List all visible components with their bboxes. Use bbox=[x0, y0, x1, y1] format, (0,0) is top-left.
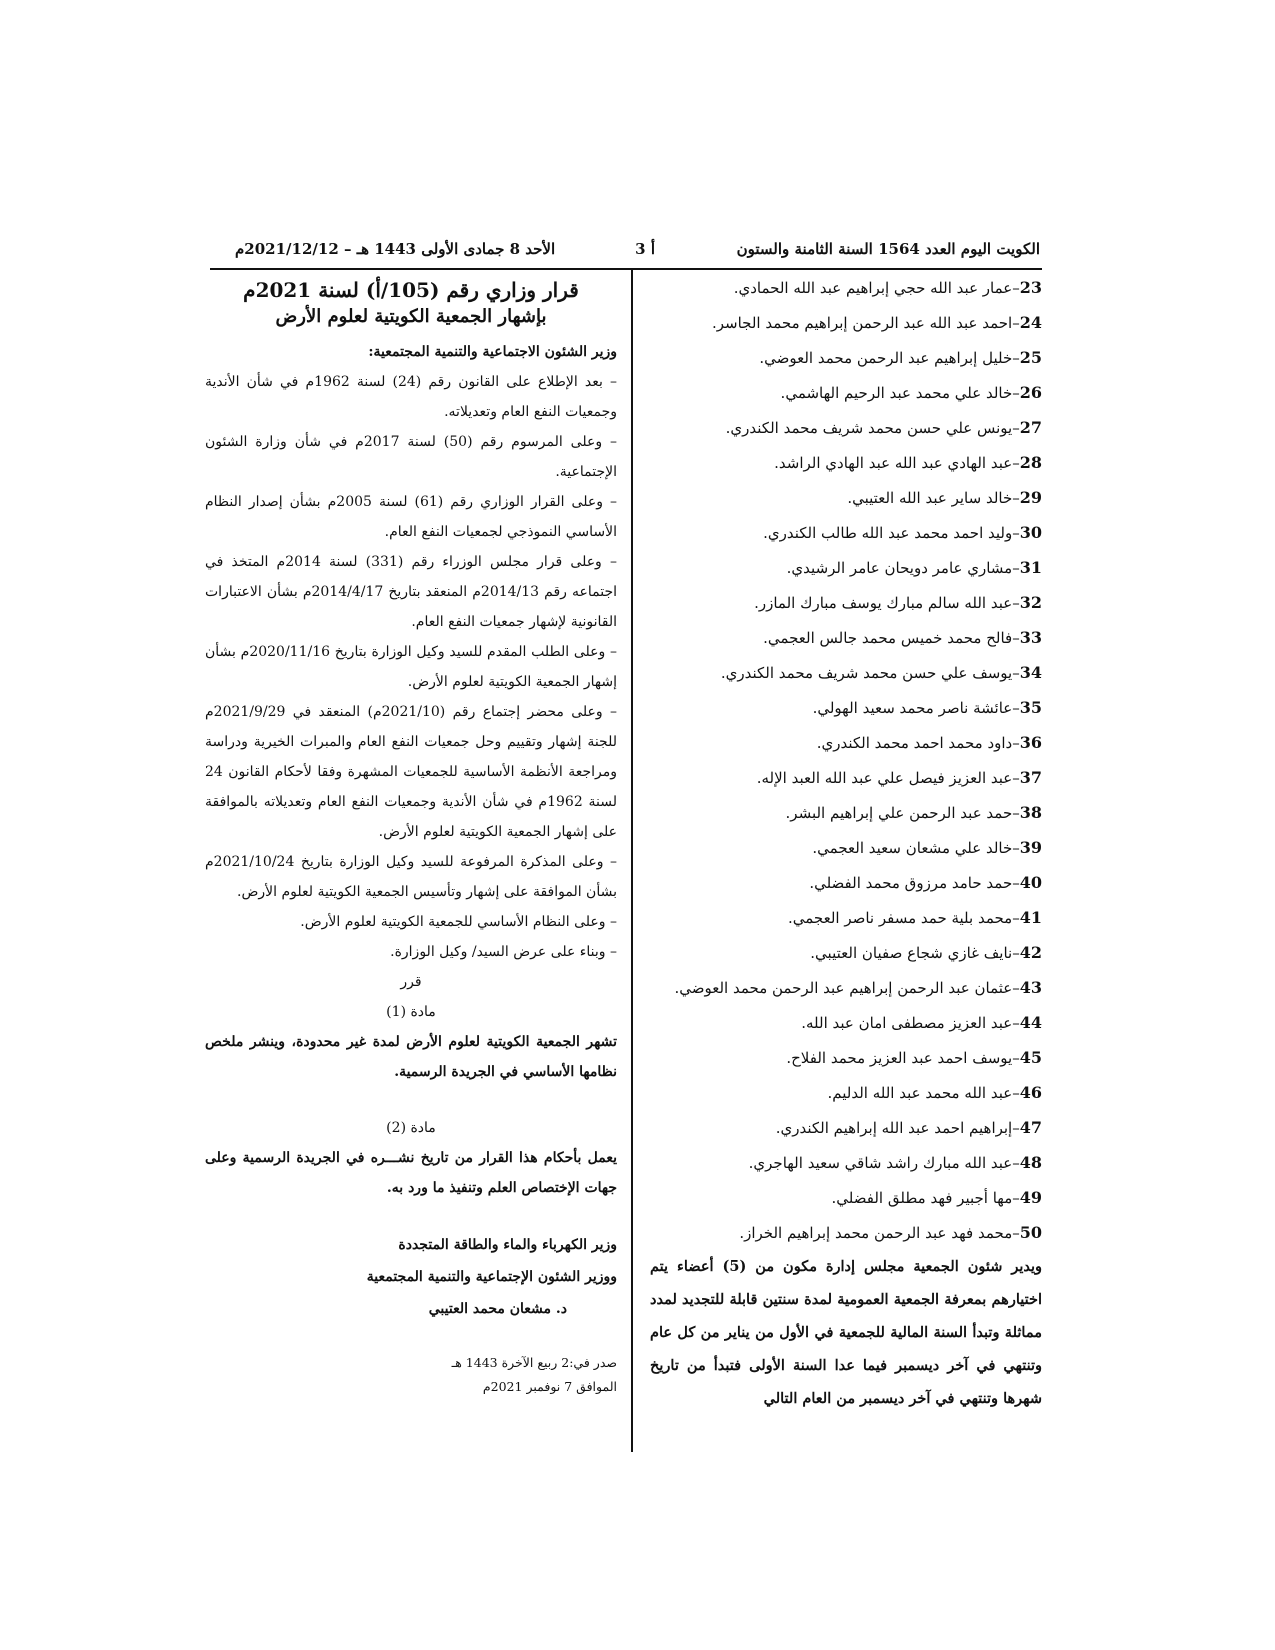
list-item: 29–خالد ساير عبد الله العتيبي. bbox=[847, 488, 1042, 507]
column-divider bbox=[631, 270, 633, 1452]
members-list bbox=[650, 270, 1042, 1250]
list-item: 26–خالد علي محمد عبد الرحيم الهاشمي. bbox=[780, 383, 1042, 402]
list-item: 42–نايف غازي شجاع صفيان العتيبي. bbox=[810, 943, 1042, 962]
header-page-number: أ 3 bbox=[635, 240, 655, 258]
article-2-title: مادة (2) bbox=[386, 1120, 436, 1136]
list-item: 46–عبد الله محمد عبد الله الدليم. bbox=[827, 1083, 1042, 1102]
preamble-item: – وعلى النظام الأساسي للجمعية الكويتية لعلوم الأرض. bbox=[300, 914, 617, 930]
list-item: 28–عبد الهادي عبد الله عبد الهادي الراشد. bbox=[774, 453, 1042, 472]
list-item: 30–وليد احمد محمد عبد الله طالب الكندري. bbox=[763, 523, 1042, 542]
article-2-text: يعمل بأحكام هذا القرار من تاريخ نشـــره في الجريدة الرسمية وعلى جهات الإختصاص العلم وتنفيذ ما ورد به. bbox=[205, 1150, 617, 1196]
signature-name: د. مشعان محمد العتيبي bbox=[428, 1301, 567, 1317]
decided-label: قرر bbox=[400, 974, 422, 990]
list-item: 31–مشاري عامر دويحان عامر الرشيدي. bbox=[786, 558, 1042, 577]
decree-subtitle: بإشهار الجمعية الكويتية لعلوم الأرض bbox=[275, 306, 547, 327]
list-item: 35–عائشة ناصر محمد سعيد الهولي. bbox=[812, 698, 1042, 717]
article-1-title: مادة (1) bbox=[386, 1004, 436, 1020]
preamble-item: – وعلى المرسوم رقم (50) لسنة 2017م في شأن وزارة الشئون الإجتماعية. bbox=[205, 434, 617, 480]
issued-date-hijri: صدر في:2 ربيع الآخرة 1443 هـ bbox=[451, 1355, 617, 1370]
list-item: 47–إبراهيم احمد عبد الله إبراهيم الكندري. bbox=[775, 1118, 1042, 1137]
list-item: 45–يوسف احمد عبد العزيز محمد الفلاح. bbox=[786, 1048, 1042, 1067]
preamble-item: – وعلى الطلب المقدم للسيد وكيل الوزارة بتاريخ 2020/11/16م بشأن إشهار الجمعية الكويتية لعلوم الأرض. bbox=[205, 644, 617, 690]
issued-date-gregorian: الموافق 7 نوفمبر 2021م bbox=[482, 1379, 617, 1394]
preamble-item: – وعلى القرار الوزاري رقم (61) لسنة 2005م بشأن إصدار النظام الأساسي النموذجي لجمعيات النفع العام. bbox=[205, 494, 617, 540]
list-item: 40–حمد حامد مرزوق محمد الفضلي. bbox=[809, 873, 1042, 892]
decree-title: قرار وزاري رقم (105/أ) لسنة 2021م bbox=[243, 278, 579, 302]
list-item: 49–مها أجبير فهد مطلق الفضلي. bbox=[831, 1188, 1042, 1207]
minister-line: وزير الشئون الاجتماعية والتنمية المجتمعية: bbox=[368, 344, 617, 360]
list-item: 34–يوسف علي حسن محمد شريف محمد الكندري. bbox=[720, 663, 1042, 682]
list-item: 23–عمار عبد الله حجي إبراهيم عبد الله الحمادي. bbox=[733, 278, 1042, 297]
list-item: 50–محمد فهد عبد الرحمن محمد إبراهيم الخراز. bbox=[739, 1223, 1042, 1242]
preamble-item: – وعلى المذكرة المرفوعة للسيد وكيل الوزارة بتاريخ 2021/10/24م بشأن الموافقة على إشهار وتأسيس الجمعية الكويتية لعلوم الأرض. bbox=[205, 854, 617, 900]
signature-title-1: وزير الكهرباء والماء والطاقة المتجددة bbox=[398, 1237, 617, 1253]
list-item: 36–داود محمد احمد محمد الكندري. bbox=[816, 733, 1042, 752]
list-item: 44–عبد العزيز مصطفى امان عبد الله. bbox=[801, 1013, 1042, 1032]
preamble-item: – وعلى محضر إجتماع رقم (2021/10م) المنعقد في 2021/9/29م للجنة إشهار وتقييم وحل جمعيات النفع العام والمبرات الخيرية ودراسة ومراجعة الأنظمة الأساسية للجمعيات المشهرة وفقا لأحكام القانون 24 لسنة 1962م في شأن الأندية وجمعيات النفع العام وتعديلاته بالموافقة على إشهار الجمعية الكويتية لعلوم الأرض. bbox=[205, 704, 617, 840]
list-item: 41–محمد بلية حمد مسفر ناصر العجمي. bbox=[787, 908, 1042, 927]
preamble-item: – وعلى قرار مجلس الوزراء رقم (331) لسنة 2014م المتخذ في اجتماعه رقم 2014/13م المنعقد بتاريخ 2014/4/17م بشأن الاعتبارات القانونية لإشهار جمعيات النفع العام. bbox=[205, 554, 617, 630]
list-item: 37–عبد العزيز فيصل علي عبد الله العبد الإله. bbox=[756, 768, 1042, 787]
list-item: 32–عبد الله سالم مبارك يوسف مبارك المازر. bbox=[754, 593, 1042, 612]
list-item: 25–خليل إبراهيم عبد الرحمن محمد العوضي. bbox=[759, 348, 1042, 367]
board-paragraph: ويدير شئون الجمعية مجلس إدارة مكون من (5) أعضاء يتم اختيارهم بمعرفة الجمعية العمومية لمدة سنتين قابلة للتجديد لمدد مماثلة وتبدأ السنة المالية للجمعية في الأول من يناير من كل عام وتنتهي في آخر ديسمبر فيما عدا السنة الأولى فتبدأ من تاريخ شهرها وتنتهي في آخر ديسمبر من العام التالي bbox=[650, 1258, 1043, 1407]
article-1-text: تشهر الجمعية الكويتية لعلوم الأرض لمدة غير محدودة، وينشر ملخص نظامها الأساسي في الجريدة الرسمية. bbox=[205, 1034, 617, 1080]
preamble-item: – وبناء على عرض السيد/ وكيل الوزارة. bbox=[390, 944, 617, 960]
list-item: 33–فالح محمد خميس محمد جالس العجمي. bbox=[763, 628, 1042, 647]
header-date: الأحد 8 جمادى الأولى 1443 هـ – 2021/12/12م bbox=[235, 240, 556, 258]
members-column bbox=[650, 270, 1042, 1430]
list-item: 27–يونس علي حسن محمد شريف محمد الكندري. bbox=[725, 418, 1042, 437]
list-item: 39–خالد علي مشعان سعيد العجمي. bbox=[812, 838, 1042, 857]
list-item: 48–عبد الله مبارك راشد شاقي سعيد الهاجري. bbox=[748, 1153, 1042, 1172]
list-item: 24–احمد عبد الله عبد الرحمن إبراهيم محمد الجاسر. bbox=[711, 313, 1042, 332]
preamble-item: – بعد الإطلاع على القانون رقم (24) لسنة 1962م في شأن الأندية وجمعيات النفع العام وتعديلاته. bbox=[205, 374, 617, 420]
list-item: 43–عثمان عبد الرحمن إبراهيم عبد الرحمن محمد العوضي. bbox=[674, 978, 1042, 997]
decree-column bbox=[205, 270, 617, 1399]
page-header bbox=[210, 236, 1040, 266]
list-item: 38–حمد عبد الرحمن علي إبراهيم البشر. bbox=[785, 803, 1042, 822]
signature-title-2: ووزير الشئون الإجتماعية والتنمية المجتمعية bbox=[366, 1269, 617, 1285]
header-issue-info: الكويت اليوم العدد 1564 السنة الثامنة والستون bbox=[736, 240, 1040, 258]
